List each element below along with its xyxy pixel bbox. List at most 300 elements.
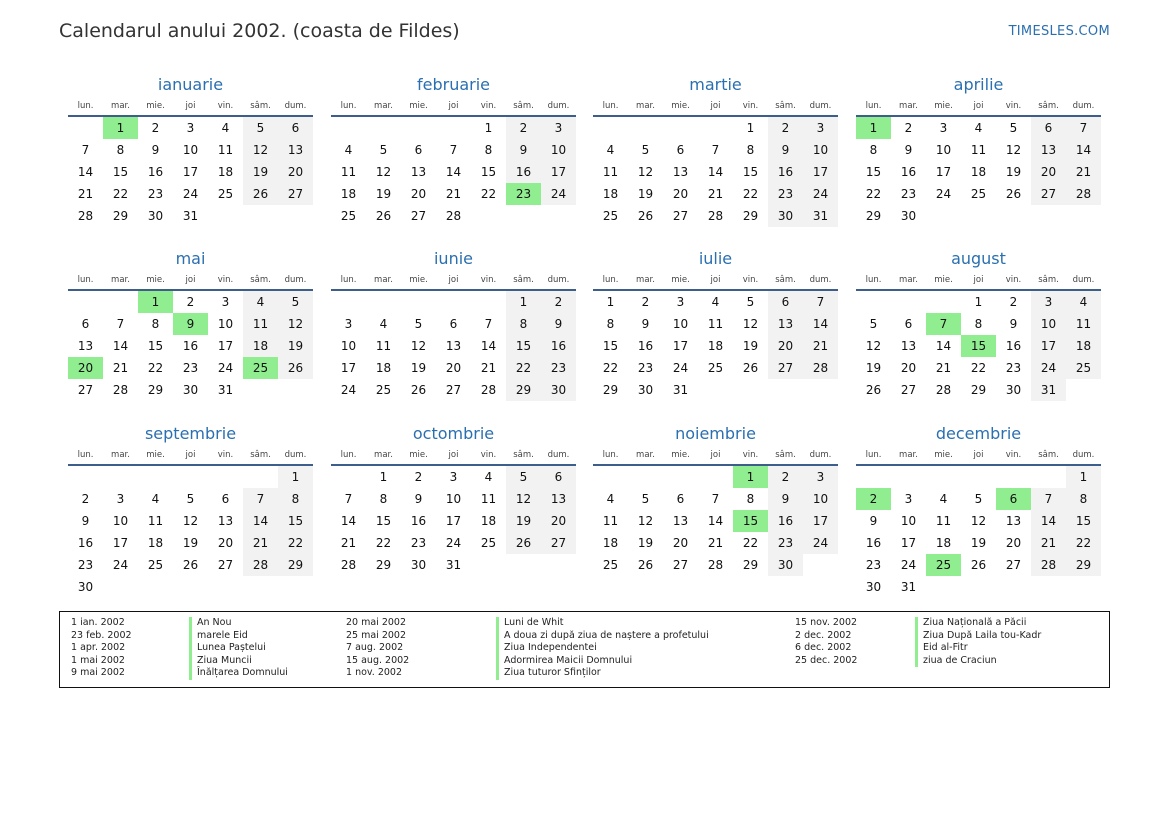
day-cell: 6	[768, 291, 803, 313]
day-cell: 3	[541, 117, 576, 139]
empty-day	[961, 205, 996, 227]
empty-day	[926, 205, 961, 227]
day-cell: 4	[243, 291, 278, 313]
day-cell: 28	[77, 209, 94, 223]
week-row	[593, 335, 838, 357]
day-cell: 21	[803, 335, 838, 357]
day-cell: 12	[182, 514, 199, 528]
empty-day	[138, 466, 173, 488]
day-cell: 11	[340, 165, 357, 179]
day-cell: 25	[602, 209, 619, 223]
day-cell: 26	[243, 183, 278, 205]
weekday-label: mie.	[934, 101, 953, 111]
day-cell: 5	[379, 143, 388, 157]
day-cell: 27	[445, 383, 462, 397]
day-cell: 29	[506, 379, 541, 401]
month-aprilie	[856, 74, 1101, 227]
day-cell: 16	[506, 161, 541, 183]
week-row	[331, 205, 576, 227]
day-cell: 9	[151, 143, 160, 157]
empty-day	[541, 554, 576, 576]
weekday-label: mar.	[899, 275, 918, 285]
day-cell: 3	[186, 121, 195, 135]
week-row	[856, 466, 1101, 488]
day-cell: 6	[904, 317, 913, 331]
day-cell: 15	[742, 165, 759, 179]
day-cell: 4	[939, 492, 948, 506]
day-cell: 2	[151, 121, 160, 135]
month-name: ianuarie	[157, 75, 224, 94]
day-cell: 2	[641, 295, 650, 309]
day-cell: 5	[641, 492, 650, 506]
holiday-date: 25 dec. 2002	[795, 654, 858, 666]
day-cell: 10	[803, 139, 838, 161]
day-cell: 1	[138, 291, 173, 313]
day-cell: 7	[344, 492, 353, 506]
day-cell: 26	[1005, 187, 1022, 201]
day-cell: 10	[672, 317, 689, 331]
day-cell: 16	[77, 536, 94, 550]
empty-day	[401, 291, 436, 313]
day-cell: 6	[449, 317, 458, 331]
day-cell: 9	[904, 143, 913, 157]
empty-day	[506, 205, 541, 227]
week-row	[856, 313, 1101, 335]
weekday-label: sâm.	[513, 450, 534, 460]
day-cell: 16	[768, 161, 803, 183]
day-cell: 23	[182, 361, 199, 375]
empty-day	[243, 466, 278, 488]
day-cell: 2	[506, 117, 541, 139]
day-cell: 21	[480, 361, 497, 375]
day-cell: 1	[606, 295, 615, 309]
weekday-label: dum.	[1072, 101, 1095, 111]
week-row	[593, 510, 838, 532]
day-cell: 3	[1031, 291, 1066, 313]
day-cell: 30	[865, 580, 882, 594]
day-cell: 7	[926, 313, 961, 335]
holiday-date: 15 nov. 2002	[795, 617, 858, 628]
day-cell: 21	[707, 187, 724, 201]
day-cell: 16	[768, 510, 803, 532]
weekday-label: mar.	[899, 450, 918, 460]
empty-day	[856, 291, 891, 313]
day-cell: 16	[900, 165, 917, 179]
empty-day	[891, 291, 926, 313]
day-cell: 8	[1066, 488, 1101, 510]
day-cell: 22	[375, 536, 392, 550]
day-cell: 4	[151, 492, 160, 506]
weekday-label: joi	[448, 275, 459, 285]
holiday-name: Ziua tuturor Sfinților	[496, 667, 709, 680]
day-cell: 25	[926, 554, 961, 576]
day-cell: 1	[379, 470, 388, 484]
day-cell: 27	[541, 532, 576, 554]
day-cell: 8	[484, 143, 493, 157]
weekday-header	[856, 99, 1101, 117]
month-name: noiembrie	[675, 424, 756, 443]
day-cell: 20	[1031, 161, 1066, 183]
weekday-label: vin.	[742, 275, 759, 285]
day-cell: 7	[1066, 117, 1101, 139]
holiday-name: Luni de Whit	[496, 617, 709, 630]
weekday-label: mar.	[374, 101, 393, 111]
day-cell: 19	[970, 536, 987, 550]
weekday-label: joi	[185, 275, 196, 285]
day-cell: 4	[344, 143, 353, 157]
month-name: aprilie	[953, 75, 1004, 94]
day-cell: 4	[221, 121, 230, 135]
day-cell: 5	[186, 492, 195, 506]
day-cell: 13	[900, 339, 917, 353]
empty-day	[243, 205, 278, 227]
day-cell: 18	[602, 536, 619, 550]
day-cell: 10	[112, 514, 129, 528]
day-cell: 8	[606, 317, 615, 331]
day-cell: 3	[344, 317, 353, 331]
day-cell: 15	[865, 165, 882, 179]
weekday-label: lun.	[77, 450, 94, 460]
day-cell: 27	[900, 383, 917, 397]
day-cell: 12	[506, 488, 541, 510]
day-cell: 13	[1005, 514, 1022, 528]
day-cell: 19	[278, 335, 313, 357]
day-cell: 18	[602, 187, 619, 201]
day-cell: 16	[1005, 339, 1022, 353]
page-title: Calendarul anului 2002. (coasta de Fildes)	[59, 20, 460, 42]
week-row	[856, 205, 1101, 227]
empty-day	[926, 291, 961, 313]
day-cell: 2	[81, 492, 90, 506]
weekday-label: vin.	[217, 275, 234, 285]
week-row	[856, 291, 1101, 313]
empty-day	[996, 205, 1031, 227]
day-cell: 5	[414, 317, 423, 331]
month-name: februarie	[416, 75, 491, 94]
day-cell: 13	[1031, 139, 1066, 161]
brand-link[interactable]: TIMESLES.COM	[1008, 24, 1110, 39]
empty-day	[436, 291, 471, 313]
day-cell: 15	[147, 339, 164, 353]
day-cell: 21	[340, 536, 357, 550]
day-cell: 13	[672, 165, 689, 179]
month-name: septembrie	[144, 424, 237, 443]
weekday-label: dum.	[284, 450, 307, 460]
day-cell: 14	[480, 339, 497, 353]
day-cell: 23	[147, 187, 164, 201]
day-cell: 10	[217, 317, 234, 331]
day-cell: 2	[1009, 295, 1018, 309]
day-cell: 29	[375, 558, 392, 572]
month-name: decembrie	[935, 424, 1022, 443]
day-cell: 20	[768, 335, 803, 357]
day-cell: 13	[541, 488, 576, 510]
day-cell: 29	[1066, 554, 1101, 576]
week-row	[593, 183, 838, 205]
day-cell: 6	[996, 488, 1031, 510]
empty-day	[243, 576, 278, 598]
day-cell: 15	[602, 339, 619, 353]
weekday-label: sâm.	[513, 101, 534, 111]
day-cell: 22	[865, 187, 882, 201]
day-cell: 27	[1005, 558, 1022, 572]
empty-day	[68, 466, 103, 488]
weekday-label: dum.	[809, 450, 832, 460]
empty-day	[331, 291, 366, 313]
day-cell: 20	[68, 357, 103, 379]
day-cell: 31	[672, 383, 689, 397]
day-cell: 8	[116, 143, 125, 157]
day-cell: 30	[410, 558, 427, 572]
day-cell: 5	[974, 492, 983, 506]
day-cell: 28	[243, 554, 278, 576]
day-cell: 20	[1005, 536, 1022, 550]
day-cell: 6	[278, 117, 313, 139]
week-row	[68, 357, 313, 379]
week-row	[593, 161, 838, 183]
day-cell: 11	[707, 317, 724, 331]
weekday-label: sâm.	[1038, 101, 1059, 111]
week-row	[68, 313, 313, 335]
week-row	[593, 313, 838, 335]
day-cell: 26	[637, 209, 654, 223]
empty-day	[138, 576, 173, 598]
month-name: iunie	[433, 249, 473, 268]
weekday-label: joi	[185, 450, 196, 460]
empty-day	[926, 466, 961, 488]
day-cell: 22	[112, 187, 129, 201]
day-cell: 2	[768, 466, 803, 488]
week-row	[68, 466, 313, 488]
day-cell: 5	[506, 466, 541, 488]
day-cell: 6	[81, 317, 90, 331]
day-cell: 31	[803, 205, 838, 227]
day-cell: 10	[541, 139, 576, 161]
day-cell: 22	[602, 361, 619, 375]
weekday-label: vin.	[1005, 101, 1022, 111]
day-cell: 21	[77, 187, 94, 201]
day-cell: 7	[711, 143, 720, 157]
day-cell: 2	[856, 488, 891, 510]
day-cell: 14	[707, 514, 724, 528]
day-cell: 9	[173, 313, 208, 335]
weekday-label: mar.	[899, 101, 918, 111]
holiday-name: Ziua Muncii	[189, 655, 288, 668]
day-cell: 30	[900, 209, 917, 223]
day-cell: 1	[278, 466, 313, 488]
week-row	[856, 532, 1101, 554]
day-cell: 19	[865, 361, 882, 375]
weekday-label: vin.	[217, 450, 234, 460]
day-cell: 9	[641, 317, 650, 331]
holiday-date: 9 mai 2002	[71, 667, 125, 678]
day-cell: 22	[970, 361, 987, 375]
day-cell: 5	[243, 117, 278, 139]
day-cell: 5	[746, 295, 755, 309]
day-cell: 3	[803, 117, 838, 139]
weekday-label: dum.	[547, 101, 570, 111]
day-cell: 18	[217, 165, 234, 179]
weekday-label: dum.	[547, 450, 570, 460]
holiday-name: Ziua Independentei	[496, 642, 709, 655]
day-cell: 29	[112, 209, 129, 223]
day-cell: 13	[410, 165, 427, 179]
day-cell: 19	[742, 339, 759, 353]
holiday-date: 15 aug. 2002	[346, 654, 410, 666]
day-cell: 11	[480, 492, 497, 506]
day-cell: 17	[803, 161, 838, 183]
day-cell: 14	[340, 514, 357, 528]
day-cell: 22	[480, 187, 497, 201]
week-row	[331, 466, 576, 488]
day-cell: 20	[278, 161, 313, 183]
week-row	[331, 183, 576, 205]
day-cell: 24	[803, 532, 838, 554]
day-cell: 26	[970, 558, 987, 572]
day-cell: 12	[243, 139, 278, 161]
day-cell: 23	[506, 183, 541, 205]
day-cell: 7	[116, 317, 125, 331]
day-cell: 15	[375, 514, 392, 528]
empty-day	[173, 576, 208, 598]
weekday-label: sâm.	[250, 275, 271, 285]
month-mai	[68, 248, 313, 401]
day-cell: 10	[182, 143, 199, 157]
day-cell: 1	[484, 121, 493, 135]
empty-day	[803, 379, 838, 401]
day-cell: 12	[278, 313, 313, 335]
empty-day	[331, 117, 366, 139]
weekday-label: mie.	[409, 101, 428, 111]
day-cell: 1	[746, 121, 755, 135]
day-cell: 30	[541, 379, 576, 401]
empty-day	[541, 205, 576, 227]
weekday-label: vin.	[1005, 275, 1022, 285]
weekday-label: mar.	[636, 101, 655, 111]
day-cell: 22	[147, 361, 164, 375]
weekday-label: lun.	[865, 450, 882, 460]
day-cell: 20	[445, 361, 462, 375]
holiday-dates-column-3	[795, 617, 857, 667]
day-cell: 11	[217, 143, 234, 157]
empty-day	[698, 466, 733, 488]
week-row	[331, 357, 576, 379]
holiday-date: 2 dec. 2002	[795, 629, 852, 641]
day-cell: 13	[445, 339, 462, 353]
day-cell: 14	[707, 165, 724, 179]
weekday-label: joi	[710, 101, 721, 111]
weekday-label: sâm.	[775, 275, 796, 285]
empty-day	[698, 379, 733, 401]
week-row	[856, 335, 1101, 357]
day-cell: 16	[147, 165, 164, 179]
day-cell: 26	[182, 558, 199, 572]
month-name: martie	[689, 75, 742, 94]
day-cell: 26	[410, 383, 427, 397]
day-cell: 23	[541, 357, 576, 379]
day-cell: 27	[278, 183, 313, 205]
day-cell: 20	[672, 187, 689, 201]
week-row	[68, 576, 313, 598]
day-cell: 27	[768, 357, 803, 379]
day-cell: 30	[147, 209, 164, 223]
week-row	[593, 139, 838, 161]
day-cell: 5	[641, 143, 650, 157]
month-name: octombrie	[412, 424, 495, 443]
holiday-name: Adormirea Maicii Domnului	[496, 655, 709, 668]
day-cell: 8	[506, 313, 541, 335]
month-martie	[593, 74, 838, 227]
day-cell: 30	[1005, 383, 1022, 397]
weekday-label: dum.	[1072, 450, 1095, 460]
empty-day	[471, 291, 506, 313]
month-august	[856, 248, 1101, 401]
day-cell: 6	[221, 492, 230, 506]
weekday-label: lun.	[602, 101, 619, 111]
day-cell: 2	[904, 121, 913, 135]
day-cell: 20	[410, 187, 427, 201]
day-cell: 8	[151, 317, 160, 331]
empty-day	[401, 117, 436, 139]
day-cell: 9	[81, 514, 90, 528]
day-cell: 25	[147, 558, 164, 572]
day-cell: 17	[672, 339, 689, 353]
day-cell: 23	[865, 558, 882, 572]
day-cell: 21	[243, 532, 278, 554]
weekday-header	[593, 99, 838, 117]
day-cell: 9	[541, 313, 576, 335]
month-decembrie	[856, 423, 1101, 598]
week-row	[593, 466, 838, 488]
weekday-header	[68, 448, 313, 466]
week-row	[856, 161, 1101, 183]
week-row	[856, 117, 1101, 139]
empty-day	[103, 576, 138, 598]
day-cell: 5	[278, 291, 313, 313]
day-cell: 8	[278, 488, 313, 510]
day-cell: 4	[1066, 291, 1101, 313]
holiday-name: An Nou	[189, 617, 288, 630]
week-row	[331, 291, 576, 313]
day-cell: 1	[856, 117, 891, 139]
weekday-label: vin.	[742, 101, 759, 111]
weekday-label: mar.	[111, 450, 130, 460]
day-cell: 3	[449, 470, 458, 484]
day-cell: 19	[506, 510, 541, 532]
week-row	[331, 488, 576, 510]
day-cell: 21	[707, 536, 724, 550]
day-cell: 30	[768, 205, 803, 227]
day-cell: 29	[865, 209, 882, 223]
month-octombrie	[331, 423, 576, 576]
day-cell: 13	[768, 313, 803, 335]
empty-day	[331, 466, 366, 488]
holiday-dates-column-2	[346, 617, 409, 680]
holiday-date: 6 dec. 2002	[795, 642, 852, 653]
day-cell: 31	[182, 209, 199, 223]
week-row	[593, 357, 838, 379]
weekday-label: vin.	[742, 450, 759, 460]
day-cell: 19	[1005, 165, 1022, 179]
day-cell: 22	[1066, 532, 1101, 554]
day-cell: 3	[803, 466, 838, 488]
day-cell: 17	[340, 361, 357, 375]
holiday-name: A doua zi după ziua de naștere a profetului	[496, 630, 709, 643]
week-row	[593, 488, 838, 510]
day-cell: 17	[445, 514, 462, 528]
day-cell: 24	[672, 361, 689, 375]
day-cell: 28	[445, 209, 462, 223]
